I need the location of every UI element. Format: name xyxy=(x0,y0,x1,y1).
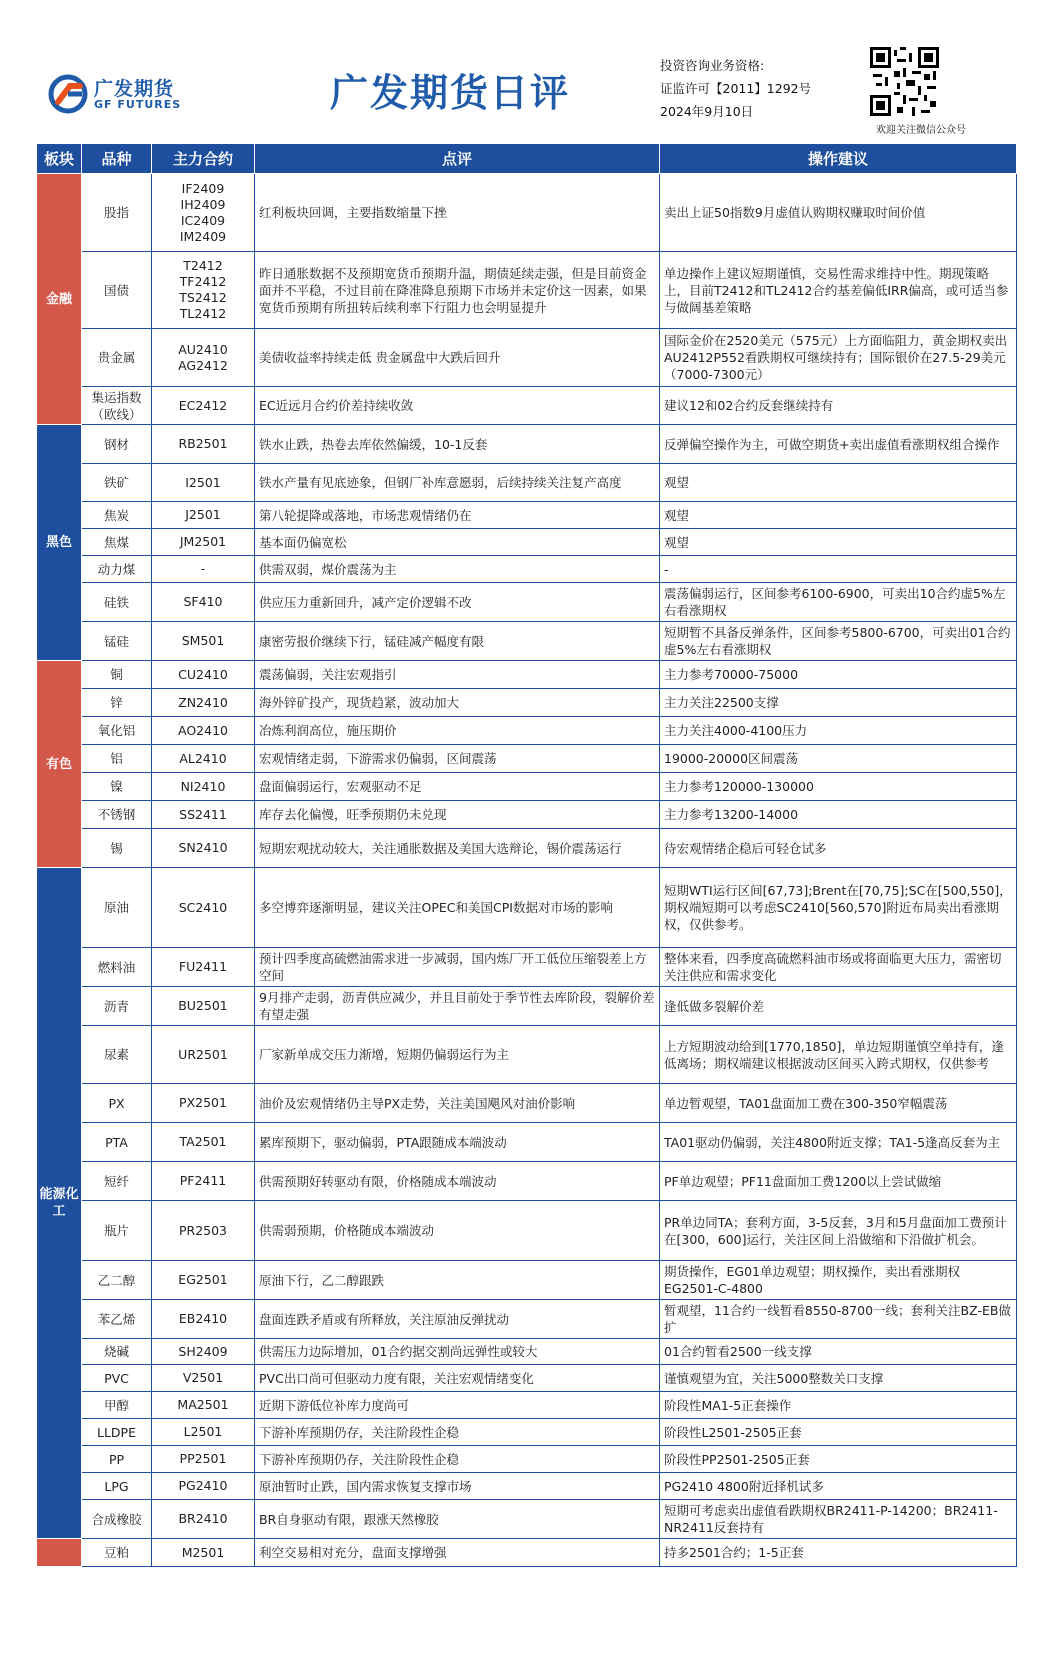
variety-cell: 铜 xyxy=(82,661,152,689)
sector-cell: 有色 xyxy=(37,661,82,868)
comment-cell: 铁水产量有见底迹象，但钢厂补库意愿弱，后续持续关注复产高度 xyxy=(255,464,660,502)
comment-cell: 供需预期好转驱动有限，价格随成本端波动 xyxy=(255,1162,660,1201)
table-row xyxy=(37,529,1017,556)
variety-cell: 烧碱 xyxy=(82,1339,152,1365)
comment-cell: 供应压力重新回升，减产定价逻辑不改 xyxy=(255,583,660,622)
advice-cell: 短期可考虑卖出虚值看跌期权BR2411-P-14200；BR2411-NR2411反套持有 xyxy=(660,1500,1017,1539)
contract-cell xyxy=(152,329,255,387)
contract-cell xyxy=(152,801,255,829)
contract-cell xyxy=(152,1162,255,1201)
contract-cell xyxy=(152,1084,255,1123)
variety-cell: 锌 xyxy=(82,689,152,717)
contract-code: PG2410 xyxy=(178,1478,228,1493)
comment-cell: 原油暂时止跌，国内需求恢复支撑市场 xyxy=(255,1473,660,1500)
variety-cell: PX xyxy=(82,1084,152,1123)
comment-cell: 基本面仍偏宽松 xyxy=(255,529,660,556)
qr-caption: 欢迎关注微信公众号 xyxy=(876,125,966,136)
table-row xyxy=(37,773,1017,801)
table-row xyxy=(37,745,1017,773)
contract-cell xyxy=(152,387,255,425)
variety-cell: 动力煤 xyxy=(82,556,152,583)
contract-code: EB2410 xyxy=(178,1311,228,1326)
variety-cell: 锰硅 xyxy=(82,622,152,661)
advice-cell: 震荡偏弱运行，区间参考6100-6900，可卖出10合约虚5%左右看涨期权 xyxy=(660,583,1017,622)
contract-code: AU2410 xyxy=(178,341,228,357)
contract-cell xyxy=(152,868,255,948)
table-row xyxy=(37,661,1017,689)
contract-code: SF410 xyxy=(183,594,223,609)
table-row xyxy=(37,1365,1017,1392)
table-row xyxy=(37,425,1017,464)
comment-cell: EC近远月合约价差持续收敛 xyxy=(255,387,660,425)
comment-cell: 下游补库预期仍存，关注阶段性企稳 xyxy=(255,1419,660,1446)
contract-code: TA2501 xyxy=(179,1134,227,1149)
comment-cell: 下游补库预期仍存，关注阶段性企稳 xyxy=(255,1446,660,1473)
contract-code: CU2410 xyxy=(178,666,228,682)
column-header-variety: 品种 xyxy=(82,144,152,174)
variety-cell: 焦炭 xyxy=(82,502,152,529)
comment-cell: 预计四季度高硫燃油需求进一步减弱，国内炼厂开工低位压缩裂差上方空间 xyxy=(255,948,660,987)
contract-code: PR2503 xyxy=(178,1222,228,1238)
advice-cell: PG2410 4800附近择机试多 xyxy=(660,1473,1017,1500)
comment-cell: 第八轮提降或落地，市场悲观情绪仍在 xyxy=(255,502,660,529)
advice-cell: 卖出上证50指数9月虚值认购期权赚取时间价值 xyxy=(660,174,1017,252)
comment-cell: 宏观情绪走弱，下游需求仍偏弱，区间震荡 xyxy=(255,745,660,773)
variety-cell: 锡 xyxy=(82,829,152,868)
comment-cell: 厂家新单成交压力渐增，短期仍偏弱运行为主 xyxy=(255,1026,660,1084)
table-row xyxy=(37,502,1017,529)
advice-cell: TA01驱动仍偏弱，关注4800附近支撑；TA1-5逢高反套为主 xyxy=(660,1123,1017,1162)
table-row xyxy=(37,1446,1017,1473)
advice-cell: 上方短期波动给到[1770,1850]，单边短期谨慎空单持有，逢低离场；期权端建议根据波动区间买入跨式期权，仅供参考 xyxy=(660,1026,1017,1084)
contract-cell xyxy=(152,1026,255,1084)
comment-cell: BR自身驱动有限，跟涨天然橡胶 xyxy=(255,1500,660,1539)
variety-cell: PP xyxy=(82,1446,152,1473)
contract-code: V2501 xyxy=(182,1370,224,1385)
advice-cell: 观望 xyxy=(660,502,1017,529)
variety-cell: 甲醇 xyxy=(82,1392,152,1419)
comment-cell: 铁水止跌，热卷去库依然偏缓，10-1反套 xyxy=(255,425,660,464)
qr-code-icon[interactable] xyxy=(870,47,939,116)
contract-cell xyxy=(152,174,255,252)
contract-code: UR2501 xyxy=(178,1046,228,1062)
comment-cell: 供需压力边际增加，01合约据交割尚远弹性或较大 xyxy=(255,1339,660,1365)
comment-cell: 近期下游低位补库力度尚可 xyxy=(255,1392,660,1419)
advice-cell: 主力关注22500支撑 xyxy=(660,689,1017,717)
sector-cell: 黑色 xyxy=(37,425,82,661)
contract-code: PX2501 xyxy=(179,1095,227,1110)
contract-code: TL2412 xyxy=(179,306,227,321)
contract-code: J2501 xyxy=(185,507,221,522)
advice-cell: 19000-20000区间震荡 xyxy=(660,745,1017,773)
comment-cell: PVC出口尚可但驱动力度有限，关注宏观情绪变化 xyxy=(255,1365,660,1392)
contract-code: EG2501 xyxy=(178,1272,228,1287)
contract-cell xyxy=(152,1123,255,1162)
table-row xyxy=(37,1300,1017,1339)
table-row xyxy=(37,1162,1017,1201)
advice-cell: 单边操作上建议短期谨慎，交易性需求维持中性。期现策略上，目前T2412和TL2412合约基差偏低IRR偏高，或可适当参与做阔基差策略 xyxy=(660,252,1017,329)
contract-cell xyxy=(152,1300,255,1339)
advice-cell: 持多2501合约；1-5正套 xyxy=(660,1539,1017,1567)
table-row xyxy=(37,1026,1017,1084)
variety-cell: 镍 xyxy=(82,773,152,801)
contract-cell xyxy=(152,689,255,717)
advice-cell: 短期WTI运行区间[67,73];Brent在[70,75];SC在[500,550]，期权端短期可以考虑SC2410[560,570]附近布局卖出看涨期权，仅供参考。 xyxy=(660,868,1017,948)
contract-cell xyxy=(152,1339,255,1365)
table-row xyxy=(37,1500,1017,1539)
variety-cell: 贵金属 xyxy=(82,329,152,387)
contract-cell xyxy=(152,1500,255,1539)
column-header-comment: 点评 xyxy=(255,144,660,174)
contract-cell xyxy=(152,1201,255,1261)
comment-cell: 油价及宏观情绪仍主导PX走势，关注美国飓风对油价影响 xyxy=(255,1084,660,1123)
variety-cell: 短纤 xyxy=(82,1162,152,1201)
gf-logo-icon xyxy=(48,74,88,114)
advice-cell: 主力参考70000-75000 xyxy=(660,661,1017,689)
table-row xyxy=(37,987,1017,1026)
table-row xyxy=(37,464,1017,502)
advice-cell: 建议12和02合约反套继续持有 xyxy=(660,387,1017,425)
table-row xyxy=(37,1339,1017,1365)
contract-code: AL2410 xyxy=(179,750,227,766)
advice-cell: 国际金价在2520美元（575元）上方面临阻力，黄金期权卖出AU2412P552看跌期权可继续持有；国际银价在27.5-29美元（7000-7300元） xyxy=(660,329,1017,387)
contract-code: SC2410 xyxy=(178,899,228,915)
comment-cell: 9月排产走弱，沥青供应减少，并且目前处于季节性去库阶段，裂解价差有望走强 xyxy=(255,987,660,1026)
contract-code: PF2411 xyxy=(179,1173,227,1188)
advice-cell: 暂观望，11合约一线暂看8550-8700一线；套利关注BZ-EB做扩 xyxy=(660,1300,1017,1339)
contract-code: AO2410 xyxy=(178,722,228,738)
contract-code: M2501 xyxy=(181,1544,225,1560)
sector-cell xyxy=(37,1539,82,1567)
report-title: 广发期货日评 xyxy=(330,70,571,115)
table-row xyxy=(37,1539,1017,1567)
contract-cell xyxy=(152,1261,255,1300)
advice-cell: 阶段性PP2501-2505正套 xyxy=(660,1446,1017,1473)
advice-cell: 01合约暂看2500一线支撑 xyxy=(660,1339,1017,1365)
contract-code: TS2412 xyxy=(179,290,227,305)
contract-code: SH2409 xyxy=(178,1343,228,1359)
contract-code: EC2412 xyxy=(178,397,228,413)
comment-cell: 原油下行，乙二醇跟跌 xyxy=(255,1261,660,1300)
table-row xyxy=(37,174,1017,252)
column-header-advice: 操作建议 xyxy=(660,144,1017,174)
advice-cell: 阶段性MA1-5正套操作 xyxy=(660,1392,1017,1419)
table-row xyxy=(37,829,1017,868)
variety-cell: 不锈钢 xyxy=(82,801,152,829)
report-date: 2024年9月10日 xyxy=(660,104,754,119)
daily-review-table xyxy=(36,143,1017,1567)
comment-cell: 库存去化偏慢，旺季预期仍未兑现 xyxy=(255,801,660,829)
contract-code: AG2412 xyxy=(178,357,228,373)
advice-cell: 观望 xyxy=(660,529,1017,556)
comment-cell: 累库预期下，驱动偏弱，PTA跟随成本端波动 xyxy=(255,1123,660,1162)
variety-cell: PVC xyxy=(82,1365,152,1392)
comment-cell: 康密劳报价继续下行，锰硅减产幅度有限 xyxy=(255,622,660,661)
variety-cell: 铁矿 xyxy=(82,464,152,502)
contract-cell xyxy=(152,987,255,1026)
contract-cell xyxy=(152,1539,255,1567)
variety-cell: 乙二醇 xyxy=(82,1261,152,1300)
qualification-label: 投资咨询业务资格: xyxy=(660,58,765,73)
contract-cell xyxy=(152,829,255,868)
report-header xyxy=(0,0,1063,146)
table-row xyxy=(37,717,1017,745)
contract-code: BU2501 xyxy=(178,998,228,1013)
contract-cell xyxy=(152,948,255,987)
contract-cell xyxy=(152,583,255,622)
advice-cell: 短期暂不具备反弹条件，区间参考5800-6700，可卖出01合约虚5%左右看涨期权 xyxy=(660,622,1017,661)
contract-code: I2501 xyxy=(185,474,221,490)
table-row xyxy=(37,622,1017,661)
contract-code: RB2501 xyxy=(178,436,228,451)
contract-cell xyxy=(152,529,255,556)
advice-cell: 主力参考120000-130000 xyxy=(660,773,1017,801)
logo-text-en: GF FUTURES xyxy=(94,98,182,111)
sector-cell: 能源化工 xyxy=(37,868,82,1539)
comment-cell: 美债收益率持续走低 贵金属盘中大跌后回升 xyxy=(255,329,660,387)
advice-cell: 谨慎观望为宜，关注5000整数关口支撑 xyxy=(660,1365,1017,1392)
variety-cell: 硅铁 xyxy=(82,583,152,622)
comment-cell: 供需双弱，煤价震荡为主 xyxy=(255,556,660,583)
variety-cell: 氧化铝 xyxy=(82,717,152,745)
contract-cell xyxy=(152,745,255,773)
contract-cell xyxy=(152,425,255,464)
company-logo[interactable] xyxy=(48,70,208,120)
comment-cell: 盘面连跌矛盾或有所释放，关注原油反弹扰动 xyxy=(255,1300,660,1339)
advice-cell: 观望 xyxy=(660,464,1017,502)
advice-cell: PR单边同TA；套利方面，3-5反套，3月和5月盘面加工费预计在[300，600]运行，关注区间上沿做缩和下沿做扩机会。 xyxy=(660,1201,1017,1261)
comment-cell: 震荡偏弱，关注宏观指引 xyxy=(255,661,660,689)
contract-cell xyxy=(152,1446,255,1473)
contract-code: BR2410 xyxy=(178,1511,228,1526)
advice-cell: PF单边观望；PF11盘面加工费1200以上尝试做缩 xyxy=(660,1162,1017,1201)
table-row xyxy=(37,1201,1017,1261)
contract-code: IC2409 xyxy=(180,212,226,228)
table-row xyxy=(37,689,1017,717)
contract-code: T2412 xyxy=(183,258,223,273)
advice-cell: 主力参考13200-14000 xyxy=(660,801,1017,829)
logo-text-cn: 广发期货 xyxy=(94,78,175,100)
variety-cell: 钢材 xyxy=(82,425,152,464)
contract-code: SS2411 xyxy=(179,806,227,822)
contract-cell xyxy=(152,661,255,689)
variety-cell: 原油 xyxy=(82,868,152,948)
contract-code: SN2410 xyxy=(178,840,228,855)
comment-cell: 冶炼利润高位，施压期价 xyxy=(255,717,660,745)
column-header-contract: 主力合约 xyxy=(152,144,255,174)
variety-cell: 尿素 xyxy=(82,1026,152,1084)
contract-code: TF2412 xyxy=(179,274,227,289)
table-row xyxy=(37,1123,1017,1162)
contract-cell xyxy=(152,1419,255,1446)
comment-cell: 短期宏观扰动较大，关注通胀数据及美国大选辩论，锡价震荡运行 xyxy=(255,829,660,868)
advice-cell: 主力关注4000-4100压力 xyxy=(660,717,1017,745)
contract-cell xyxy=(152,502,255,529)
table-row xyxy=(37,329,1017,387)
contract-cell xyxy=(152,464,255,502)
advice-cell: 整体来看，四季度高硫燃料油市场或将面临更大压力，需密切关注供应和需求变化 xyxy=(660,948,1017,987)
variety-cell: LPG xyxy=(82,1473,152,1500)
comment-cell: 海外锌矿投产，现货趋紧，波动加大 xyxy=(255,689,660,717)
variety-cell: 铝 xyxy=(82,745,152,773)
advice-cell: 逢低做多裂解价差 xyxy=(660,987,1017,1026)
contract-code: - xyxy=(200,561,206,576)
contract-code: SM501 xyxy=(181,633,225,648)
table-row xyxy=(37,1419,1017,1446)
advice-cell: 单边暂观望，TA01盘面加工费在300-350窄幅震荡 xyxy=(660,1084,1017,1123)
advice-cell: - xyxy=(660,556,1017,583)
contract-cell xyxy=(152,622,255,661)
contract-code: L2501 xyxy=(183,1424,223,1439)
table-row xyxy=(37,556,1017,583)
contract-cell xyxy=(152,1365,255,1392)
comment-cell: 利空交易相对充分，盘面支撑增强 xyxy=(255,1539,660,1567)
advice-cell: 反弹偏空操作为主，可做空期货+卖出虚值看涨期权组合操作 xyxy=(660,425,1017,464)
contract-code: IH2409 xyxy=(180,196,226,212)
variety-cell: 合成橡胶 xyxy=(82,1500,152,1539)
comment-cell: 红利板块回调，主要指数缩量下挫 xyxy=(255,174,660,252)
table-row xyxy=(37,252,1017,329)
contract-code: MA2501 xyxy=(177,1397,229,1412)
variety-cell: 集运指数（欧线） xyxy=(82,387,152,425)
table-row xyxy=(37,1084,1017,1123)
column-header-sector: 板块 xyxy=(37,144,82,174)
table-row xyxy=(37,1392,1017,1419)
variety-cell: 苯乙烯 xyxy=(82,1300,152,1339)
comment-cell: 盘面偏弱运行，宏观驱动不足 xyxy=(255,773,660,801)
contract-code: JM2501 xyxy=(179,534,227,549)
variety-cell: 沥青 xyxy=(82,987,152,1026)
qualification-block xyxy=(660,54,811,123)
table-row xyxy=(37,801,1017,829)
table-row xyxy=(37,1473,1017,1500)
table-row xyxy=(37,868,1017,948)
table-row xyxy=(37,583,1017,622)
variety-cell: 国债 xyxy=(82,252,152,329)
license-number: 证监许可【2011】1292号 xyxy=(660,81,812,96)
table-row xyxy=(37,1261,1017,1300)
table-body xyxy=(37,174,1017,1567)
table-header-row xyxy=(37,144,1017,174)
variety-cell: 股指 xyxy=(82,174,152,252)
contract-cell xyxy=(152,556,255,583)
advice-cell: 期货操作，EG01单边观望；期权操作，卖出看涨期权EG2501-C-4800 xyxy=(660,1261,1017,1300)
contract-code: PP2501 xyxy=(179,1451,227,1466)
contract-code: NI2410 xyxy=(180,778,226,794)
contract-code: ZN2410 xyxy=(178,694,228,710)
variety-cell: PTA xyxy=(82,1123,152,1162)
variety-cell: 瓶片 xyxy=(82,1201,152,1261)
sector-cell: 金融 xyxy=(37,174,82,425)
contract-cell xyxy=(152,773,255,801)
advice-cell: 阶段性L2501-2505正套 xyxy=(660,1419,1017,1446)
variety-cell: 豆粕 xyxy=(82,1539,152,1567)
contract-cell xyxy=(152,1473,255,1500)
contract-code: IF2409 xyxy=(181,180,225,196)
table-row xyxy=(37,387,1017,425)
table-row xyxy=(37,948,1017,987)
contract-cell xyxy=(152,1392,255,1419)
comment-cell: 多空博弈逐渐明显，建议关注OPEC和美国CPI数据对市场的影响 xyxy=(255,868,660,948)
contract-cell xyxy=(152,252,255,329)
comment-cell: 昨日通胀数据不及预期宽货币预期升温，期债延续走强，但是目前资金面并不平稳，不过目前在降准降息预期下市场并未定价这一因素，如果宽货币预期有所扭转后续利率下行阻力也会明显提升 xyxy=(255,252,660,329)
variety-cell: 燃料油 xyxy=(82,948,152,987)
comment-cell: 供需弱预期，价格随成本端波动 xyxy=(255,1201,660,1261)
contract-code: IM2409 xyxy=(179,228,227,244)
variety-cell: LLDPE xyxy=(82,1419,152,1446)
contract-code: FU2411 xyxy=(178,959,228,974)
variety-cell: 焦煤 xyxy=(82,529,152,556)
contract-cell xyxy=(152,717,255,745)
advice-cell: 待宏观情绪企稳后可轻仓试多 xyxy=(660,829,1017,868)
